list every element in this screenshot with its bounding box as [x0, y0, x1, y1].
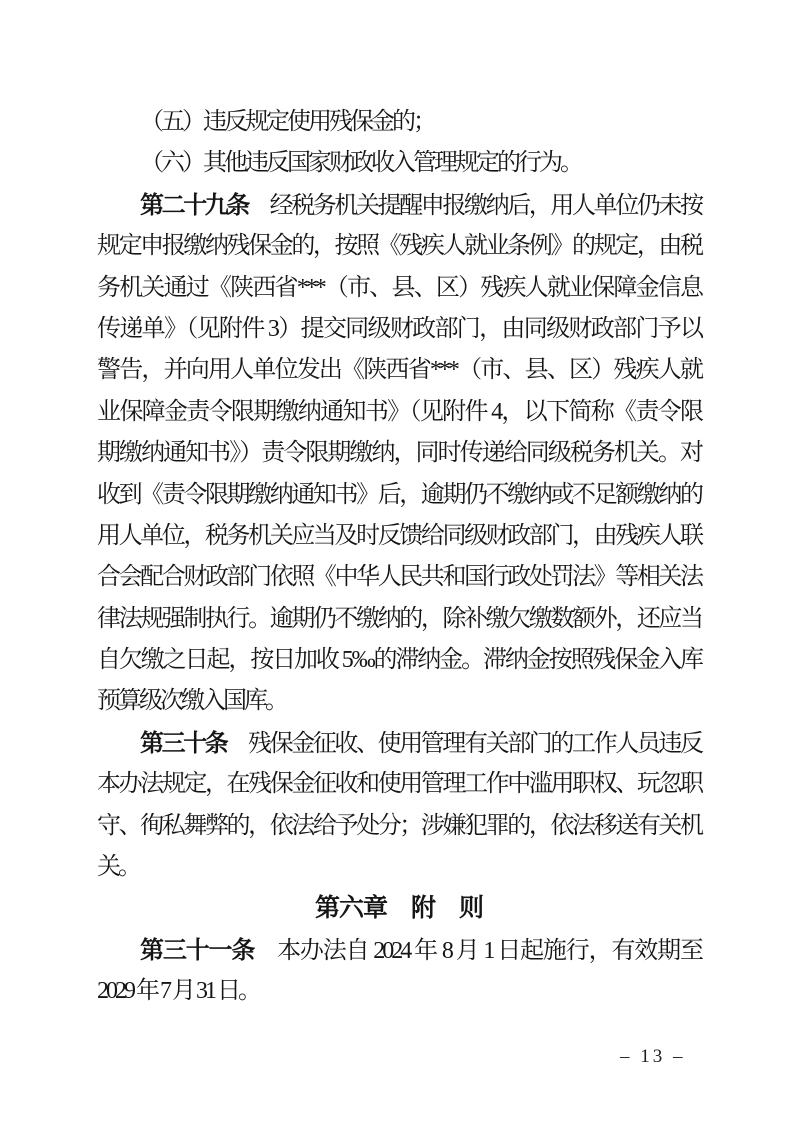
line-text: 期缴纳通知书》）责令限期缴纳，同时传递给同级税务机关。对	[97, 440, 701, 467]
doc-line	[97, 350, 701, 391]
line-text: 收到《责令限期缴纳通知书》后，逾期仍不缴纳或不足额缴纳的	[97, 481, 701, 508]
doc-line	[97, 723, 701, 764]
doc-line	[97, 599, 701, 640]
doc-line	[97, 806, 701, 847]
doc-line	[97, 185, 701, 226]
line-text: 经税务机关提醒申报缴纳后，用人单位仍未按	[248, 192, 701, 219]
line-text: 2029 年 7 月 31 日。	[97, 978, 259, 1005]
line-text: 关。	[97, 854, 139, 881]
doc-line	[97, 392, 701, 433]
line-text: 预算级次缴入国库。	[97, 688, 286, 715]
doc-line	[97, 268, 701, 309]
doc-line	[97, 433, 701, 474]
doc-line	[97, 930, 701, 971]
doc-line	[97, 764, 701, 805]
page-number: – 13 –	[620, 1046, 686, 1067]
doc-line	[97, 475, 701, 516]
doc-line	[97, 681, 701, 722]
doc-line	[97, 226, 701, 267]
article-number: 第三十条	[140, 729, 227, 757]
line-text: 律法规强制执行。逾期仍不缴纳的，除补缴欠缴数额外，还应当	[97, 605, 701, 632]
line-text: （五）违反规定使用残保金的；	[140, 109, 434, 135]
line-text: （六）其他违反国家财政收入管理规定的行为。	[140, 150, 581, 177]
doc-line	[97, 309, 701, 350]
doc-line	[97, 143, 701, 184]
doc-line	[97, 516, 701, 557]
line-text: 务机关通过《陕西省***（市、县、区）残疾人就业保障金信息	[97, 274, 701, 301]
line-text: 自欠缴之日起，按日加收 5‰的滞纳金。滞纳金按照残保金入库	[97, 647, 701, 674]
line-text: 业保障金责令限期缴纳通知书》（见附件 4，以下简称《责令限	[97, 398, 701, 425]
line-text: 本办法规定，在残保金征收和使用管理工作中滥用职权、玩忽职	[97, 771, 701, 798]
article-number: 第三十一条	[140, 936, 255, 964]
line-text: 传递单》（见附件 3）提交同级财政部门，由同级财政部门予以	[97, 315, 701, 342]
line-text: 守、徇私舞弊的，依法给予处分；涉嫌犯罪的，依法移送有关机	[97, 812, 701, 839]
doc-line	[97, 557, 701, 598]
line-text: 合会配合财政部门依照《中华人民共和国行政处罚法》等相关法	[97, 564, 701, 591]
line-text: 警告，并向用人单位发出《陕西省***（市、县、区）残疾人就	[97, 357, 701, 384]
doc-line	[97, 847, 701, 888]
doc-line	[97, 971, 701, 1012]
doc-line	[97, 102, 701, 143]
chapter-heading	[97, 888, 701, 929]
line-text: 规定申报缴纳残保金的，按照《残疾人就业条例》的规定，由税	[97, 233, 701, 260]
line-text: 用人单位，税务机关应当及时反馈给同级财政部门，由残疾人联	[97, 522, 701, 549]
article-number: 第二十九条	[140, 191, 248, 219]
chapter-title: 第六章 附 则	[314, 894, 483, 923]
doc-line	[97, 640, 701, 681]
line-text: 残保金征收、使用管理有关部门的工作人员违反	[226, 730, 702, 757]
document-body	[97, 102, 701, 1013]
line-text: 本办法自 2024 年 8 月 1 日起施行，有效期至	[254, 937, 702, 964]
